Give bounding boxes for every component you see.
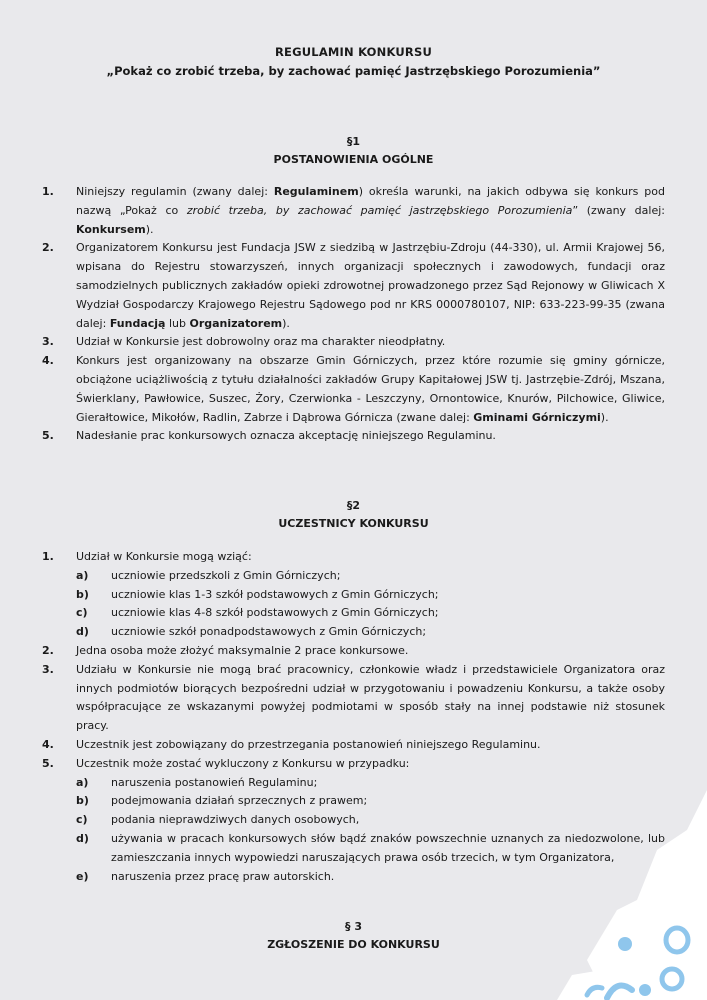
item-number: 1.: [42, 550, 54, 563]
item-number: 3.: [42, 335, 54, 349]
document-title: REGULAMIN KONKURSU: [275, 45, 432, 59]
sub-list: [76, 567, 665, 642]
sub-item-letter: b): [76, 794, 89, 808]
item-text: ).: [282, 316, 290, 330]
section-1-title: POSTANOWIENIA OGÓLNE: [273, 153, 434, 166]
item-bold-term: Gminami Górniczymi: [473, 410, 601, 424]
item-text: ) określa warunki, na jakich odbywa się konkurs pod nazwą „Pokaż co: [76, 185, 665, 217]
section-2-title: UCZESTNICY KONKURSU: [278, 517, 429, 530]
item-text: ” (zwany dalej:: [572, 203, 665, 217]
item-italic-text: zrobić trzeba, by zachować pamięć jastrzębskiego Porozumienia: [186, 203, 573, 217]
sub-item-letter: e): [76, 869, 89, 883]
item-bold-term: Konkursem: [76, 222, 146, 236]
item-text: ).: [145, 222, 154, 236]
section-3-title: ZGŁOSZENIE DO KONKURSU: [267, 938, 440, 951]
blue-dot-shape: [639, 984, 651, 996]
sub-list-item: [76, 586, 665, 605]
sub-item-text: podejmowania działań sprzecznych z prawem;: [111, 794, 368, 808]
sub-item-text: naruszenia postanowień Regulaminu;: [111, 775, 318, 789]
item-number: 1.: [42, 185, 54, 198]
sub-item-letter: d): [76, 831, 89, 845]
list-item: [42, 352, 665, 427]
item-number: 3.: [42, 662, 54, 676]
sub-item-text: naruszenia przez pracę praw autorskich.: [111, 869, 335, 883]
item-text: Konkurs jest organizowany na obszarze Gmin Górniczych, przez które rozumie się gminy górnicze, obciążone uciążliwością z tytułu działalności zakładów Grupy Kapitałowej JSW tj. Jastrzębie-Zdrój, Mszana, Świerklany, Pawłowice, Suszec, Żory, Czerwionka - Leszczyny, Ornontowice, Knurów, Pilchowice, Gliwice, Gierałtowice, Mikołów, Radlin, Zabrze i Dąbrowa Górnicza (zwane dalej:: [76, 354, 665, 424]
sub-item-letter: c): [76, 813, 88, 827]
item-text: Nadesłanie prac konkursowych oznacza akceptację niniejszego Regulaminu.: [76, 429, 496, 443]
section-3-number: § 3: [345, 920, 362, 933]
sub-item-text: używania w pracach konkursowych słów bądź znaków powszechnie uznanych za niedozwolone, lub zamieszczania innych wypowiedzi naruszających prawa osób trzecich, w tym Organizatora,: [111, 831, 665, 864]
blue-dot-shape: [618, 937, 632, 951]
list-item: [42, 183, 665, 239]
list-item: [42, 333, 665, 352]
item-text: Udział w Konkursie jest dobrowolny oraz ma charakter nieodpłatny.: [76, 335, 446, 349]
sub-item-letter: b): [76, 587, 89, 601]
item-number: 5.: [42, 756, 54, 770]
section-1-number: §1: [346, 135, 361, 148]
document-header: [0, 43, 707, 81]
item-text: lub: [165, 316, 190, 330]
item-text: Udział w Konkursie mogą wziąć:: [76, 550, 252, 563]
list-item: [42, 548, 665, 642]
sub-item-letter: a): [76, 775, 89, 789]
item-number: 5.: [42, 429, 54, 443]
sub-list-item: [76, 567, 665, 586]
item-bold-term: Regulaminem: [273, 185, 359, 198]
list-item: [42, 736, 665, 755]
sub-item-letter: d): [76, 625, 89, 639]
document-subtitle: „Pokaż co zrobić trzeba, by zachować pamięć Jastrzębskiego Porozumienia”: [106, 64, 601, 78]
sub-item-text: uczniowie klas 1-3 szkół podstawowych z Gmin Górniczych;: [111, 587, 439, 601]
sub-item-letter: c): [76, 606, 88, 620]
list-item: [42, 427, 665, 446]
section-2-number: §2: [346, 499, 361, 512]
item-bold-term: Fundacją: [109, 316, 166, 330]
sub-item-text: uczniowie przedszkoli z Gmin Górniczych;: [111, 568, 341, 582]
sub-item-text: uczniowie szkół ponadpodstawowych z Gmin Górniczych;: [111, 625, 427, 639]
item-bold-term: Organizatorem: [189, 316, 283, 330]
item-text: Uczestnik jest zobowiązany do przestrzegania postanowień niniejszego Regulaminu.: [76, 737, 541, 751]
item-text: Niniejszy regulamin (zwany dalej:: [76, 185, 274, 198]
item-text: Organizatorem Konkursu jest Fundacja JSW z siedzibą w Jastrzębiu-Zdroju (44-330), ul. Armii Krajowej 56, wpisana do Rejestru stowarzyszeń, innych organizacji społecznych i zawodowych, fundacji oraz samodzielnych publicznych zakładów opieki zdrowotnej prowadzonego przez Sąd Rejonowy w Gliwicach X Wydział Gospodarczy Krajowego Rejestru Sądowego pod nr KRS 0000780107, NIP: 633-223-99-35 (zwana dalej:: [76, 241, 665, 330]
item-number: 4.: [42, 737, 54, 751]
sub-item-text: uczniowie klas 4-8 szkół podstawowych z Gmin Górniczych;: [111, 606, 439, 620]
section-1-list: [42, 183, 665, 446]
item-text: ).: [600, 410, 609, 424]
sub-list-item: [76, 604, 665, 623]
item-text: Uczestnik może zostać wykluczony z Konkursu w przypadku:: [76, 756, 410, 770]
list-item: [42, 239, 665, 333]
section-1-heading: [0, 133, 707, 169]
list-item: [42, 642, 665, 661]
sub-item-letter: a): [76, 568, 89, 582]
item-text: Jedna osoba może złożyć maksymalnie 2 prace konkursowe.: [76, 643, 409, 657]
decorative-corner-graphic: [547, 790, 707, 1000]
item-text: Udziału w Konkursie nie mogą brać pracownicy, członkowie władz i przedstawiciele Organizatora oraz innych podmiotów biorących bezpośredni udział w przygotowaniu i powadzeniu Konkursu, a także osoby współpracujące ze wskazanymi powyżej podmiotami w sposób stały na innej podstawie niż stosunek pracy.: [76, 662, 665, 733]
item-number: 2.: [42, 241, 54, 255]
item-number: 4.: [42, 354, 54, 368]
white-shape: [587, 790, 707, 1000]
list-item: [42, 661, 665, 736]
section-2-heading: [0, 497, 707, 533]
sub-list-item: [76, 623, 665, 642]
sub-item-text: podania nieprawdziwych danych osobowych,: [111, 813, 360, 827]
item-number: 2.: [42, 643, 54, 657]
